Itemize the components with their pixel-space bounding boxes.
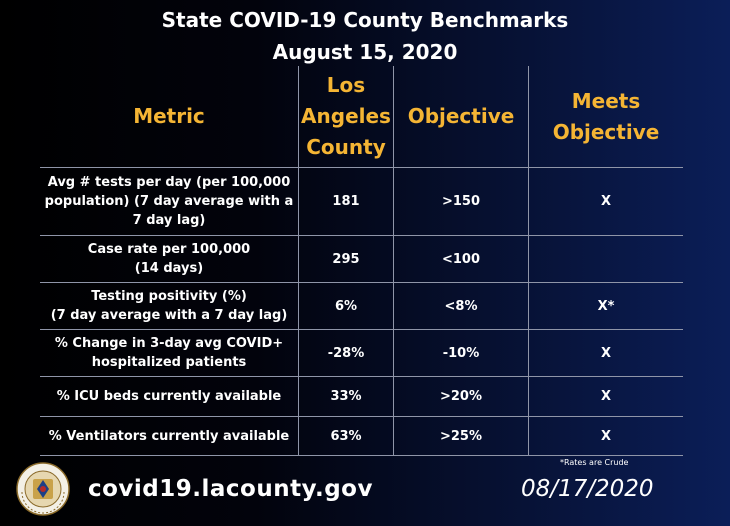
metric-line: % ICU beds currently available: [56, 389, 282, 404]
metric-cell: [40, 377, 298, 416]
header-line: Objective: [552, 119, 660, 144]
la-county-value: -28%: [327, 345, 365, 361]
header-line: Meets: [571, 88, 641, 113]
objective-value: >20%: [439, 389, 482, 404]
objective-value: >25%: [439, 428, 482, 444]
report-date: 08/17/2020: [521, 476, 654, 502]
header-metric: [40, 66, 298, 167]
meets-objective-mark: X: [600, 345, 612, 361]
la-county-value: 6%: [334, 298, 358, 314]
la-county-value: 33%: [330, 389, 362, 404]
la-county-value: 181: [332, 194, 360, 209]
metric-line: Avg # tests per day (per 100,000: [47, 175, 291, 190]
objective-value: <100: [441, 251, 481, 267]
header-meets-objective: [529, 66, 683, 167]
metric-line: % Ventilators currently available: [48, 428, 290, 444]
metric-line: (14 days): [134, 261, 204, 276]
header-line: Objective: [407, 104, 515, 128]
la-county-value: 63%: [330, 428, 362, 444]
header-line: Angeles: [301, 104, 391, 128]
metric-line: Testing positivity (%): [91, 289, 247, 304]
objective-value: <8%: [444, 298, 478, 314]
meets-objective-mark: [529, 236, 683, 282]
metric-line: (7 day average with a 7 day lag): [50, 308, 288, 323]
header-objective: [394, 66, 528, 167]
metric-line: hospitalized patients: [91, 355, 247, 370]
header-los-angeles-county: [299, 66, 393, 167]
metric-line: Case rate per 100,000: [87, 242, 251, 257]
meets-objective-mark: X*: [597, 298, 615, 314]
meets-objective-mark: X: [600, 389, 612, 404]
header-line: Los: [326, 73, 366, 97]
metric-cell: [40, 330, 298, 376]
metric-cell: [40, 236, 298, 282]
objective-value: >150: [441, 194, 481, 209]
slide-title: State COVID-19 County Benchmarks: [161, 8, 569, 32]
metric-line: % Change in 3-day avg COVID+: [54, 336, 284, 351]
metric-line: population) (7 day average with a: [44, 194, 294, 209]
metric-cell: [40, 283, 298, 329]
metric-line: 7 day lag): [132, 213, 206, 228]
metric-cell: [40, 168, 298, 235]
benchmark-table: [40, 66, 683, 456]
website-link[interactable]: covid19.lacounty.gov: [88, 476, 373, 502]
row-divider: [40, 455, 683, 456]
objective-value: -10%: [442, 345, 480, 361]
meets-objective-mark: X: [600, 194, 612, 209]
header-line: County: [306, 135, 386, 159]
meets-objective-mark: X: [600, 428, 612, 444]
rates-footnote: *Rates are Crude: [560, 458, 629, 467]
county-seal-icon: [16, 462, 70, 516]
slide-date-subtitle: August 15, 2020: [272, 40, 458, 64]
header-line: Metric: [133, 104, 205, 128]
la-county-value: 295: [332, 251, 360, 267]
metric-cell: [40, 417, 298, 455]
